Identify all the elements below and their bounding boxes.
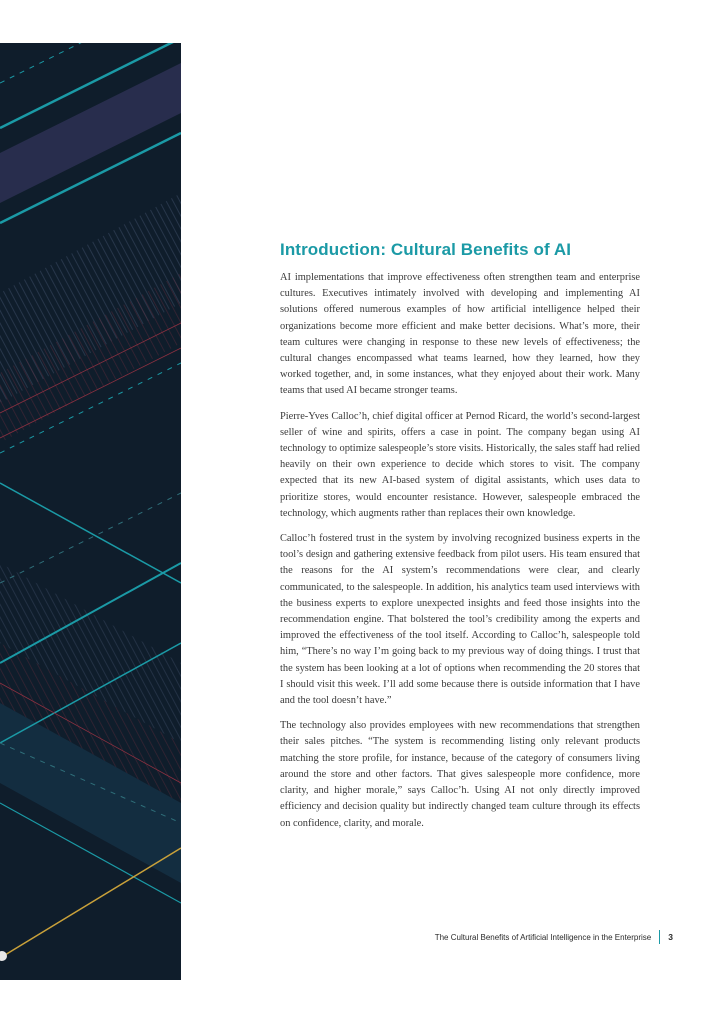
article-body [280,240,640,841]
paragraph-3: Calloc’h fostered trust in the system by involving recognized business experts in the tool’s design and gathering extensive feedback from pilot users. His team ensured that the reasons for the AI system’s recommendations were clear, and clearly communicated, to the salespeople. In addition, his analytics team used interviews with the business experts to explore unexpected insights and feed those insights into the recommendation engine. That bolstered the tool’s credibility among the experts and improved the effectiveness of the tool itself. According to Calloc’h, salespeople told him, “There’s no way I’m going back to my previous way of doing things. I trust that the system has been looking at a lot of options when recommending the 20 stores that I should visit this week. I’ll add some because there is outside information that I have and the tool doesn’t have.” [280,533,640,707]
page-footer [435,930,673,944]
page-number: 3 [668,932,673,942]
paragraph-4: The technology also provides employees with new recommendations that strengthen their sales pitches. “The system is recommending listing only relevant products matching the store profile, for instance, because of the category of consumers living around the store and other factors. That gives salespeople more confidence, more clarity, and higher morale,” says Calloc’h. Using AI not only directly improved efficiency and decision quality but indirectly changed team culture through its effects on confidence, clarity, and morale. [280,720,640,829]
geometric-pattern [0,43,181,980]
footer-divider [659,930,660,944]
decorative-side-artwork [0,43,181,980]
paragraph-2: Pierre-Yves Calloc’h, chief digital officer at Pernod Ricard, the world’s second-largest seller of wine and spirits, offers a case in point. The company began using AI technology to optimize salespeople’s store visits. Historically, the sales staff had relied heavily on their own experience to decide which stores to visit. The company expected that its new AI-based system of digital assistants, which uses data to prioritize stores, would encounter resistance. However, salespeople embraced the technology, which augments rather than replaces their own knowledge. [280,410,640,519]
footer-title: The Cultural Benefits of Artificial Intelligence in the Enterprise [434,932,652,942]
paragraph-1: AI implementations that improve effectiveness often strengthen team and enterprise cultures. Executives intimately involved with developing and implementing AI solutions offered numerous examples of how artificial intelligence helped their organizations become more efficient and make better decisions. What’s more, their team cultures were changing in response to these new levels of effectiveness; the cultural changes encompassed what teams learned, how they learned, how they worked together, and, in some instances, what they enjoyed about their work. Many teams that used AI became stronger teams. [280,272,640,397]
section-heading: Introduction: Cultural Benefits of AI [280,240,572,259]
